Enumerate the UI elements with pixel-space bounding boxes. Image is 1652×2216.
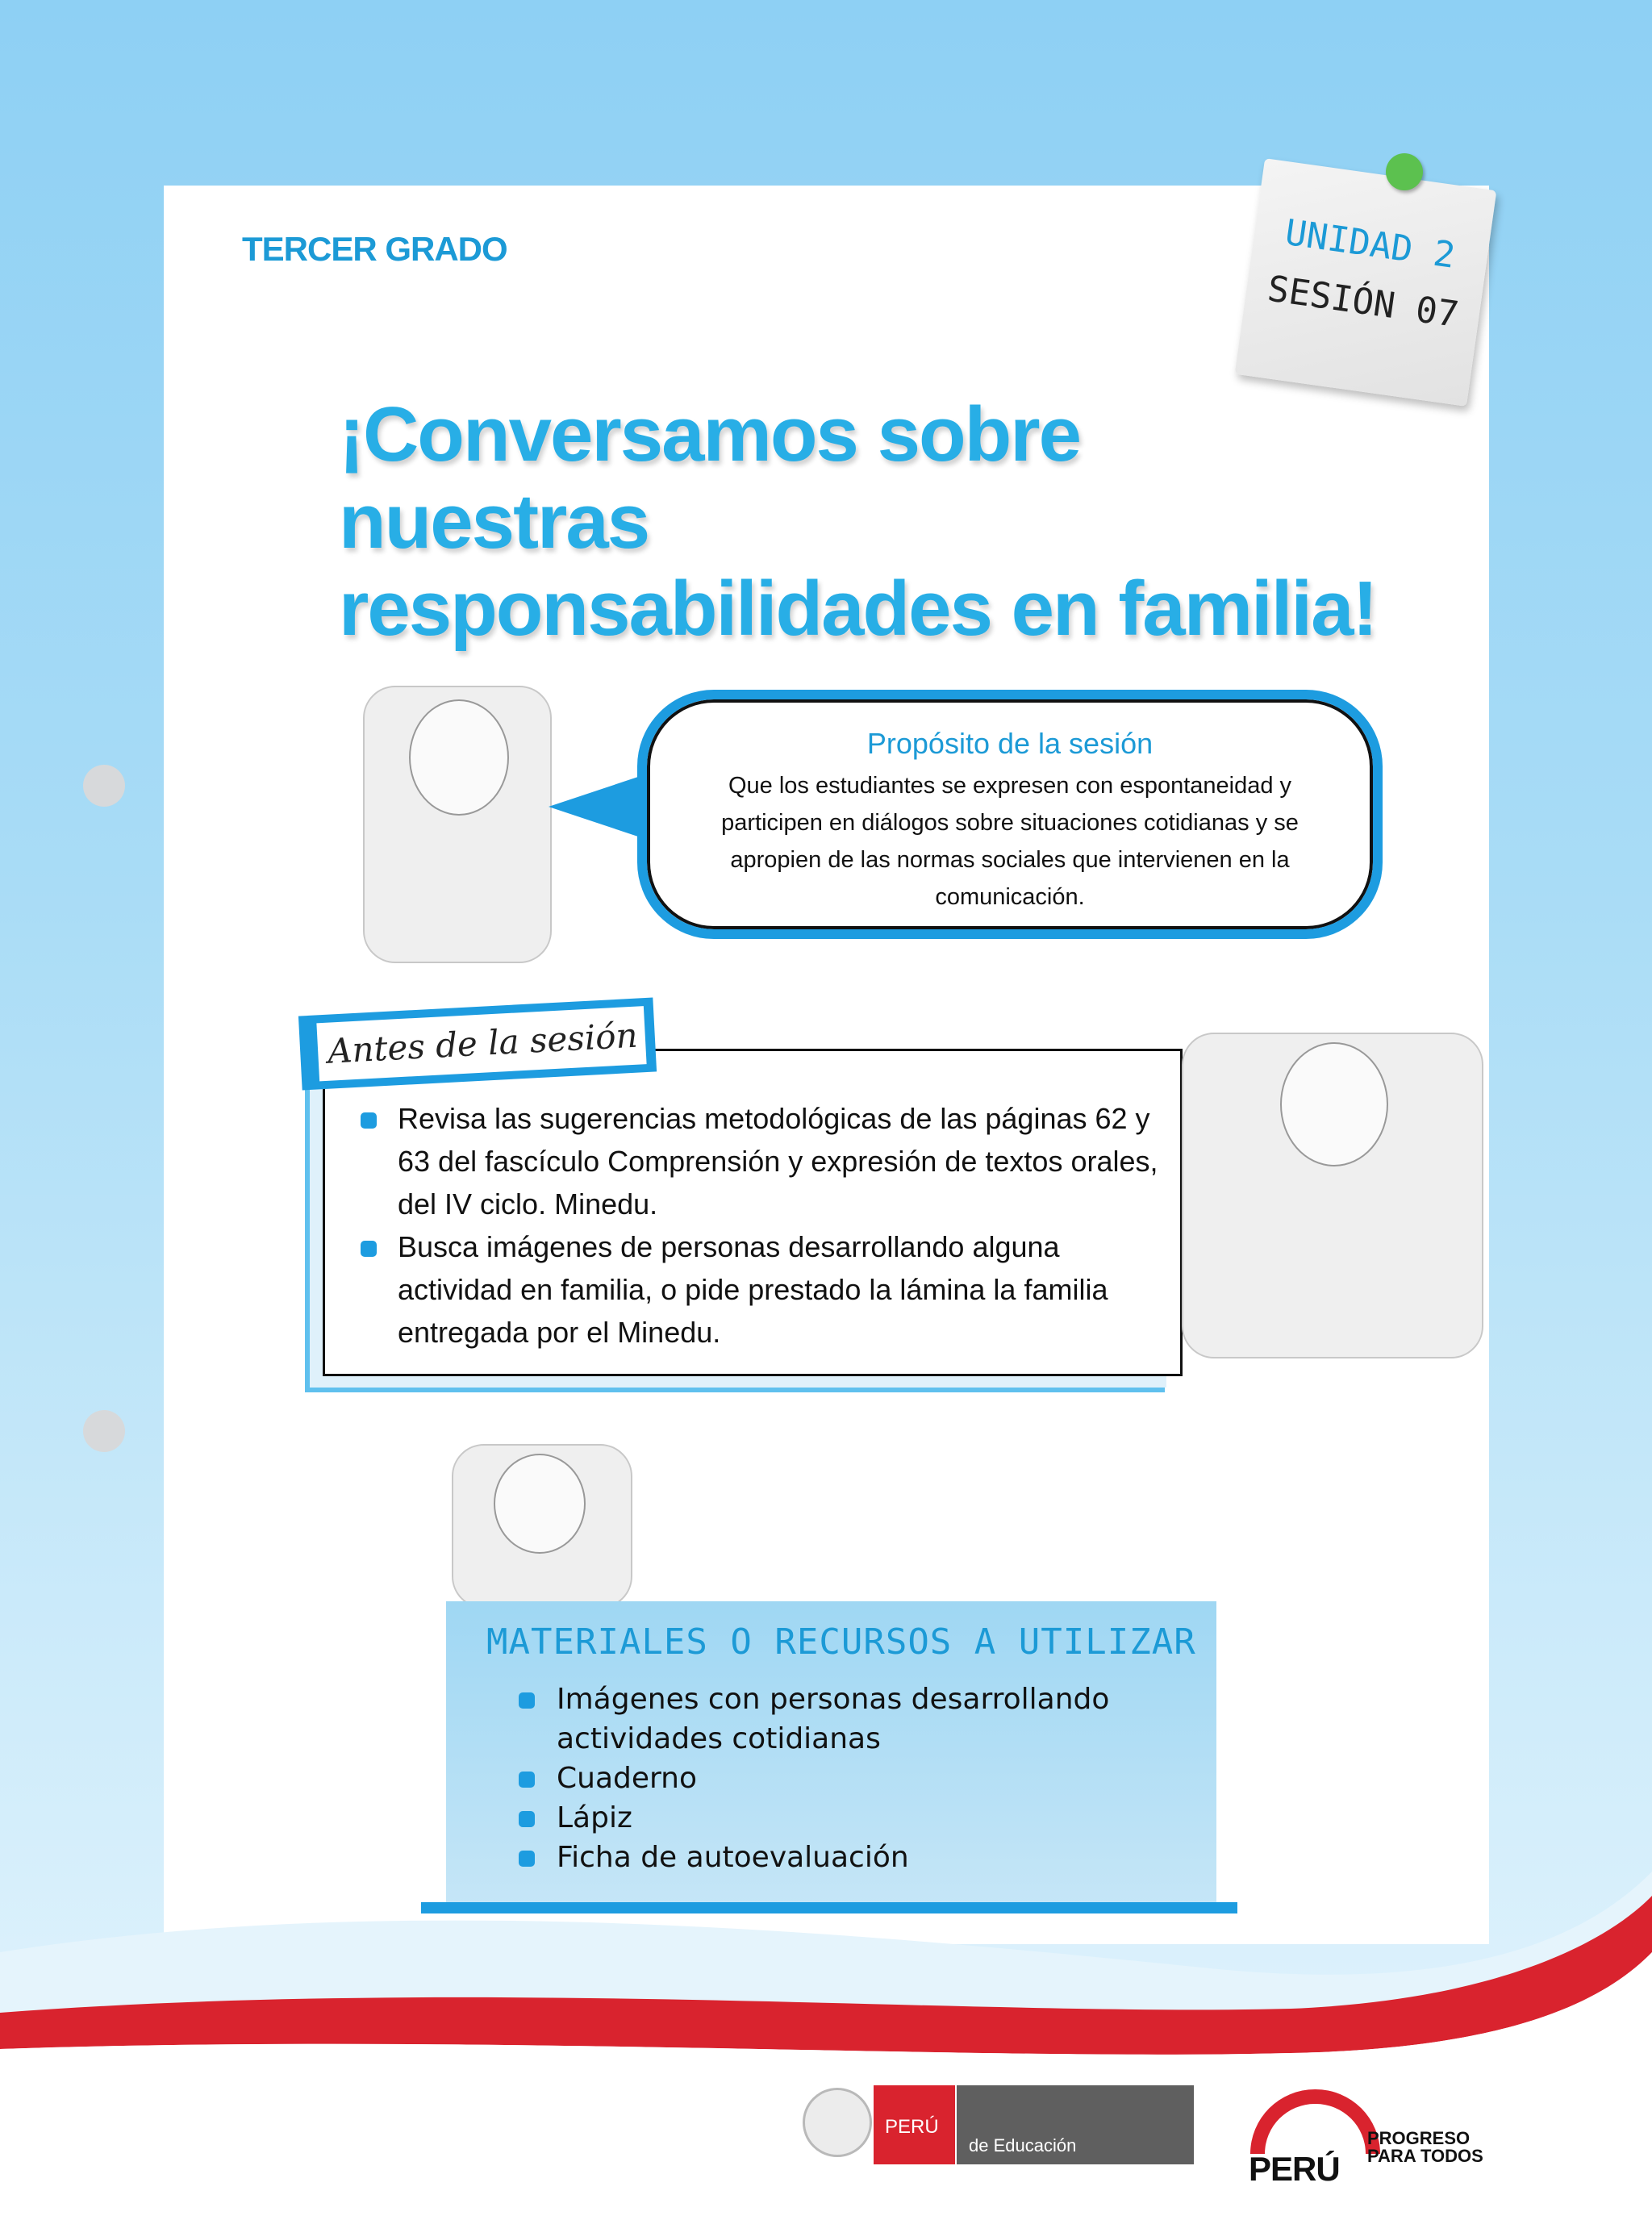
unit-label: UNIDAD 2 [1283, 211, 1458, 277]
girl-illustration [363, 686, 552, 963]
materials-heading: MATERIALES O RECURSOS A UTILIZAR [486, 1621, 1196, 1663]
title-line-2: responsabilidades en familia! [339, 565, 1377, 652]
pushpin-icon [1386, 153, 1423, 190]
purpose-speech-bubble [637, 690, 1383, 939]
list-item-text: Cuaderno [557, 1762, 698, 1795]
brand-tagline-line-2: PARA TODOS [1367, 2146, 1483, 2166]
peru-logo-text: PERÚ [885, 2116, 939, 2138]
binder-hole-top [83, 765, 125, 807]
session-label: SESIÓN 07 [1265, 268, 1462, 336]
boy-illustration [1182, 1033, 1483, 1358]
list-item-text: Imágenes con personas desarrollando actividades cotidianas [557, 1683, 1110, 1755]
bullet-icon [519, 1772, 535, 1788]
before-session-list [351, 1097, 1174, 1354]
page-title [339, 391, 1387, 653]
ministry-logo [957, 2085, 1194, 2164]
purpose-text: Que los estudiantes se expresen con espontaneidad y participen en diálogos sobre situaciones cotidianas y se apropien de las normas sociales que intervienen en la comunicación. [721, 773, 1299, 910]
list-item [351, 1097, 1174, 1225]
list-item [516, 1759, 1162, 1798]
peru-logo [874, 2085, 955, 2164]
girl-peeking-face [494, 1454, 586, 1554]
girl-face [409, 699, 509, 816]
list-item [351, 1225, 1174, 1354]
coat-of-arms-icon [803, 2088, 872, 2157]
bullet-icon [519, 1811, 535, 1827]
brand-word: PERÚ [1249, 2150, 1340, 2188]
list-item-text: Revisa las sugerencias metodológicas de las páginas 62 y 63 del fascículo Comprensión y expresión de textos orales, del IV ciclo. Minedu. [398, 1102, 1158, 1221]
list-item [516, 1680, 1162, 1759]
brand-tagline-line-1: PROGRESO [1367, 2128, 1471, 2148]
list-item-text: Lápiz [557, 1801, 632, 1834]
list-item [516, 1798, 1162, 1838]
bullet-icon [361, 1112, 377, 1129]
girl-peeking-illustration [452, 1444, 632, 1609]
boy-face [1280, 1042, 1388, 1166]
purpose-heading: Propósito de la sesión [866, 727, 1153, 760]
before-session-heading: Antes de la sesión [316, 1006, 646, 1081]
ministry-logo-text: de Educación [969, 2135, 1077, 2155]
binder-hole-bottom [83, 1410, 125, 1452]
unit-session-note [1235, 158, 1497, 407]
bullet-icon [361, 1241, 377, 1257]
list-item-text: Ficha de autoevaluación [557, 1841, 909, 1874]
title-line-1: ¡Conversamos sobre nuestras [339, 391, 1080, 565]
brand-tagline [1367, 2130, 1483, 2165]
grade-label: TERCER GRADO [242, 230, 507, 268]
speech-bubble-tail [549, 774, 645, 839]
list-item-text: Busca imágenes de personas desarrollando alguna actividad en familia, o pide prestado la lámina la familia entregada por el Minedu. [398, 1230, 1108, 1349]
bullet-icon [519, 1692, 535, 1709]
